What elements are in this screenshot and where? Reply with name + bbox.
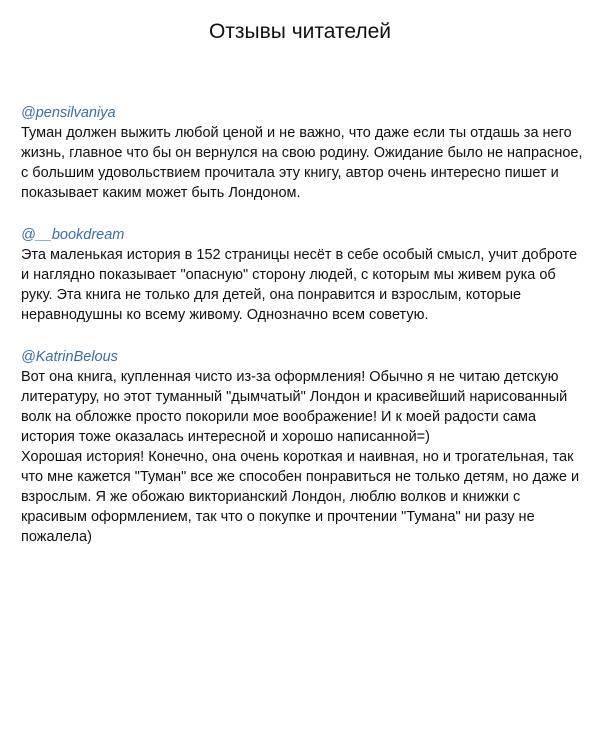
review-item xyxy=(21,103,586,203)
review-author-link[interactable]: @KatrinBelous xyxy=(21,349,118,365)
review-author-link[interactable]: @__bookdream xyxy=(21,227,125,243)
review-text: Эта маленькая история в 152 страницы несёт в себе особый смысл, учит доброте и наглядно показывает "опасную" сторону людей, с которым мы живем рука об руку. Эта книга не только для детей, она понравится и взрослым, которые неравнодушны ко всему живому. Однозначно всем советую. xyxy=(21,247,578,323)
review-item xyxy=(21,225,586,325)
review-text: Вот она книга, купленная чисто из-за оформления! Обычно я не читаю детскую литературу, но этот туманный "дымчатый" Лондон и красивейший нарисованный волк на обложке просто покорили мое воображение! И к моей радости сама история тоже оказалась интересной и хорошо написанной=) xyxy=(21,369,568,445)
review-text: Хорошая история! Конечно, она очень короткая и наивная, но и трогательная, так что мне кажется "Туман" все же способен понравиться не только детям, но даже и взрослым. Я же обожаю викторианский Лондон, люблю волков и книжки с красивым оформлением, так что о покупке и прочтении "Тумана" ни разу не пожалела) xyxy=(21,449,580,545)
review-text: Туман должен выжить любой ценой и не важно, что даже если ты отдашь за него жизнь, главное что бы он вернулся на свою родину. Ожидание было не напрасное, с большим удовольствием прочитала эту книгу, автор очень интересно пишет и показывает каким может быть Лондоном. xyxy=(21,125,583,201)
review-item xyxy=(21,347,586,547)
review-author-link[interactable]: @pensilvaniya xyxy=(21,105,116,121)
page-title: Отзывы читателей xyxy=(208,20,392,43)
reviews-list xyxy=(21,103,586,569)
